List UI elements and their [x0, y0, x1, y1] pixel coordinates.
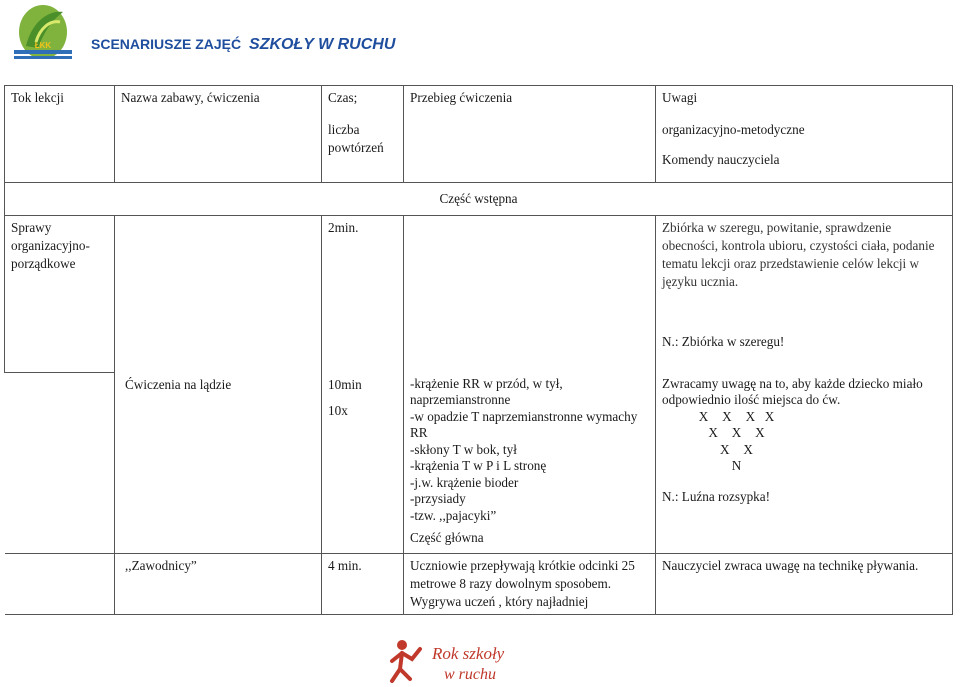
svg-text:ŁKK: ŁKK — [34, 41, 52, 50]
section-row — [5, 183, 953, 216]
header-notes — [656, 86, 953, 183]
formation-teacher: N — [731, 458, 743, 473]
row1-time: 2min. — [322, 216, 404, 373]
step-item: -przysiady — [410, 491, 466, 506]
step-item: -tzw. ,,pajacyki” — [410, 507, 497, 523]
row2-time-cell — [322, 373, 404, 528]
row1-command: N.: Zbiórka w szeregu! — [662, 334, 785, 349]
row3-stage — [5, 554, 115, 615]
header-notes-line1: Uwagi — [662, 90, 698, 105]
row3-notes: Nauczyciel zwraca uwagę na technikę pływania. — [656, 554, 953, 615]
step-item: -w opadzie T naprzemianstronne wymachy RR — [410, 408, 638, 440]
row2-notes-cell — [656, 373, 953, 528]
svg-text:w ruchu: w ruchu — [444, 666, 496, 683]
formation-row: X X — [720, 441, 754, 457]
header-steps: Przebieg ćwiczenia — [404, 86, 656, 183]
school-logo-icon — [8, 2, 78, 68]
section-main-spacer — [322, 527, 404, 554]
page-title — [91, 36, 395, 54]
row3-steps: Uczniowie przepływają krótkie odcinki 25 metrowe 8 razy dowolnym sposobem. Wygrywa uczeń , który najładniej — [404, 554, 656, 615]
section-main-spacer — [115, 527, 322, 554]
section-main-spacer — [656, 527, 953, 554]
row2-stage — [5, 373, 115, 528]
title-prefix: SCENARIUSZE ZAJĘĆ — [91, 36, 242, 52]
rok-szkoly-w-ruchu-logo-icon — [388, 635, 518, 687]
formation-row: X X X — [708, 425, 766, 440]
row1-stage: Sprawy organizacyjno-porządkowe — [5, 216, 115, 373]
row2-command: N.: Luźna rozsypka! — [662, 488, 771, 504]
row2-reps: 10x — [328, 402, 348, 418]
row1-steps — [404, 216, 656, 373]
table-row — [5, 554, 953, 615]
row1-name — [115, 216, 322, 373]
table-row — [5, 216, 953, 373]
table-header-row — [5, 86, 953, 183]
title-emphasis: SZKOŁY W RUCHU — [249, 36, 396, 53]
step-item: -j.w. krążenie bioder — [410, 474, 519, 490]
row1-notes-cell — [656, 216, 953, 373]
header-name: Nazwa zabawy, ćwiczenia — [115, 86, 322, 183]
header-notes-line2: organizacyjno-metodyczne — [662, 122, 805, 137]
section-row — [5, 527, 953, 554]
section-main-label: Część główna — [404, 527, 656, 554]
header-time-line2: liczba powtórzeń — [328, 122, 384, 155]
formation-row: X X X X — [698, 408, 776, 424]
row2-notes: Zwracamy uwagę na to, aby każde dziecko miało odpowiednio ilość miejsca do ćw. — [662, 375, 923, 407]
row3-time: 4 min. — [322, 554, 404, 615]
section-main-spacer — [5, 527, 115, 554]
table-row — [5, 373, 953, 528]
step-item: -krążenie RR w przód, w tył, naprzemianstronne — [410, 375, 563, 407]
row2-name: Ćwiczenia na lądzie — [115, 373, 322, 528]
lesson-table — [4, 85, 953, 615]
header-time-line1: Czas; — [328, 90, 358, 105]
svg-text:Rok szkoły: Rok szkoły — [432, 644, 505, 663]
page-header — [0, 0, 960, 80]
step-item: -krążenia T w P i L stronę — [410, 458, 547, 473]
section-intro-label: Część wstępna — [5, 183, 953, 216]
row1-notes: Zbiórka w szeregu, powitanie, sprawdzenie obecności, kontrola ubioru, czystości ciała, podanie tematu lekcji oraz przedstawienie celów lekcji w języku ucznia. — [662, 220, 935, 289]
row2-time: 10min — [328, 376, 362, 392]
row2-steps — [404, 373, 656, 528]
header-time — [322, 86, 404, 183]
row3-name: ,,Zawodnicy” — [115, 554, 322, 615]
header-stage: Tok lekcji — [5, 86, 115, 183]
header-notes-line3: Komendy nauczyciela — [662, 152, 780, 167]
step-item: -skłony T w bok, tył — [410, 441, 517, 457]
